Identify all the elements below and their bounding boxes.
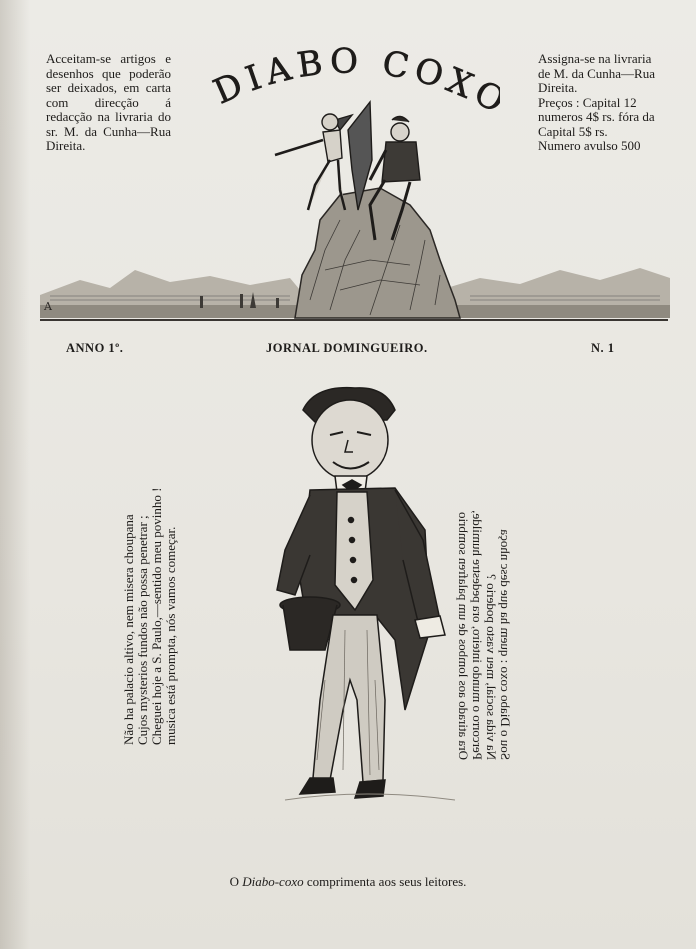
poem-line: Percorro o mundo inteiro, ora pedestre humilde, bbox=[470, 510, 485, 760]
illustration-caption bbox=[0, 874, 696, 890]
svg-text:A: A bbox=[44, 300, 52, 313]
caption-suffix: comprimenta aos seus leitores. bbox=[306, 874, 467, 889]
single-issue-price: Numero avulso 500 bbox=[538, 138, 641, 153]
poem-line: Sou o Diabo coxo : quem ha que desc nhoça bbox=[498, 529, 513, 760]
poem-line: Na vida social, meu vasto poderio ? bbox=[484, 574, 499, 760]
issue-number: N. 1 bbox=[591, 341, 615, 355]
poem-line: Ora atirado aos lombos de um palafren sombrio bbox=[456, 511, 471, 760]
poem-line: Não ha palacio altivo, nem misera choupana bbox=[121, 514, 136, 745]
subscription-place: Assigna-se na livraria de M. da Cunha—Rua Direita. bbox=[538, 51, 655, 95]
diabo-coxo-illustration bbox=[255, 380, 475, 820]
poem-left-verse bbox=[122, 488, 178, 745]
poem-line: Cujos mysterios fundos não possa penetrar ; bbox=[135, 515, 150, 745]
masthead-engraving bbox=[40, 100, 670, 325]
submission-note: Acceitam-se artigos e desenhos que poderão ser deixados, em carta com direcção á redacção na livraria do sr. M. da Cunha—Rua Direita. bbox=[46, 51, 171, 153]
masthead-rule bbox=[40, 319, 668, 321]
poem-line: musica está prompta, nós vamos começar. bbox=[163, 526, 178, 745]
journal-subtitle: JORNAL DOMINGUEIRO. bbox=[266, 341, 428, 355]
issue-info-row bbox=[66, 341, 632, 359]
subscription-prices: Preços : Capital 12 numeros 4$ rs. fóra da Capital 5$ rs. bbox=[538, 94, 655, 139]
year-label: ANNO 1º. bbox=[66, 341, 124, 355]
poem-right-verse bbox=[456, 510, 512, 760]
caption-name: Diabo-coxo bbox=[242, 874, 304, 889]
poem-line: Cheguei hoje a S. Paulo,—sentido meu povinho ! bbox=[149, 487, 164, 745]
caption-prefix: O bbox=[229, 874, 243, 889]
title-text: DIABO COX bbox=[207, 41, 484, 113]
